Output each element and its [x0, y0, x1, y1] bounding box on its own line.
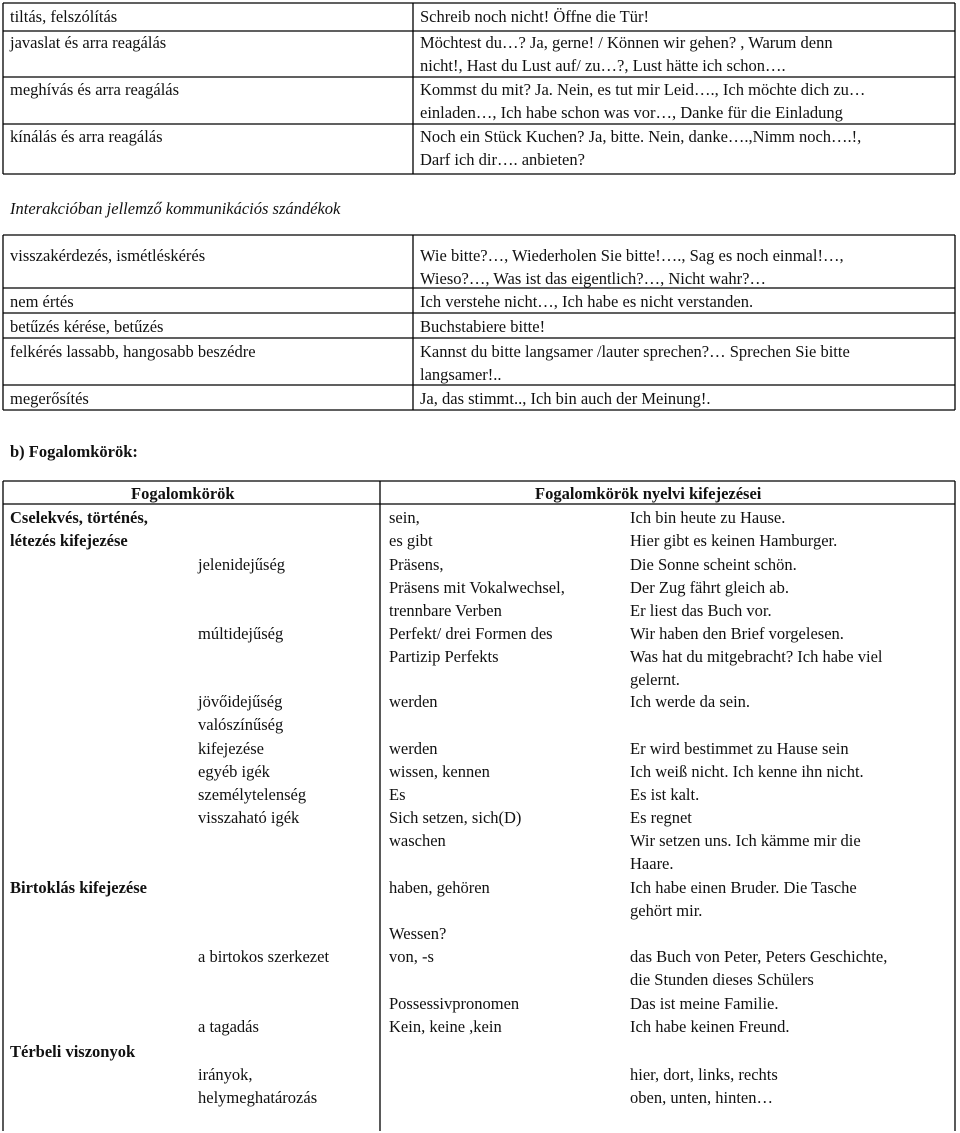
example-cell: Haare.	[630, 854, 674, 873]
form-cell: Präsens mit Vokalwechsel,	[389, 578, 565, 597]
example-cell: gelernt.	[630, 670, 680, 689]
form-cell: von, -s	[389, 947, 434, 966]
column-header: Fogalomkörök	[131, 484, 235, 503]
form-cell: haben, gehören	[389, 878, 490, 897]
table-cell: javaslat és arra reagálás	[10, 33, 167, 52]
category-label: létezés kifejezése	[10, 531, 128, 550]
table-cell: nicht!, Hast du Lust auf/ zu…?, Lust hätte ich schon….	[420, 56, 786, 75]
example-cell: Der Zug fährt gleich ab.	[630, 578, 789, 597]
table-cell: megerősítés	[10, 389, 89, 408]
category-label: Térbeli viszonyok	[10, 1042, 136, 1061]
subcategory-label: jelenidejűség	[198, 555, 286, 574]
subcategory-label: személytelenség	[198, 785, 307, 804]
example-cell: oben, unten, hinten…	[630, 1088, 773, 1107]
example-cell: Wir haben den Brief vorgelesen.	[630, 624, 844, 643]
form-cell: Kein, keine ,kein	[389, 1017, 502, 1036]
subcategory-label: a tagadás	[198, 1017, 259, 1036]
example-cell: Es ist kalt.	[630, 785, 700, 804]
category-label: Birtoklás kifejezése	[10, 878, 148, 897]
section-b-title: b) Fogalomkörök:	[10, 442, 138, 461]
example-cell: gehört mir.	[630, 901, 703, 920]
subcategory-label: helymeghatározás	[198, 1088, 318, 1107]
example-cell: die Stunden dieses Schülers	[630, 970, 814, 989]
example-cell: Wir setzen uns. Ich kämme mir die	[630, 831, 861, 850]
column-header: Fogalomkörök nyelvi kifejezései	[535, 484, 762, 503]
form-cell: Präsens,	[389, 555, 444, 574]
example-cell: Ich weiß nicht. Ich kenne ihn nicht.	[630, 762, 864, 781]
example-cell: Das ist meine Familie.	[630, 994, 779, 1013]
form-cell: waschen	[389, 831, 446, 850]
subcategory-label: egyéb igék	[198, 762, 270, 781]
table-cell: visszakérdezés, ismétléskérés	[10, 246, 206, 265]
category-label: Cselekvés, történés,	[10, 508, 148, 527]
form-cell: Wessen?	[389, 924, 447, 943]
table-cell: tiltás, felszólítás	[10, 7, 118, 26]
example-cell: Ich habe keinen Freund.	[630, 1017, 790, 1036]
form-cell: es gibt	[389, 531, 433, 550]
table-cell: Kommst du mit? Ja. Nein, es tut mir Leid…., Ich möchte dich zu…	[420, 80, 866, 99]
form-cell: trennbare Verben	[389, 601, 502, 620]
table-cell: Noch ein Stück Kuchen? Ja, bitte. Nein, danke….,Nimm noch….!,	[420, 127, 862, 146]
form-cell: Sich setzen, sich(D)	[389, 808, 522, 827]
subcategory-label: kifejezése	[198, 739, 264, 758]
form-cell: Possessivpronomen	[389, 994, 520, 1013]
example-cell: Ich werde da sein.	[630, 692, 751, 711]
table-cell: nem értés	[10, 292, 74, 311]
form-cell: Es	[389, 785, 406, 804]
form-cell: wissen, kennen	[389, 762, 490, 781]
subcategory-label: valószínűség	[198, 715, 284, 734]
form-cell: Partizip Perfekts	[389, 647, 499, 666]
table-cell: felkérés lassabb, hangosabb beszédre	[10, 342, 256, 361]
table-cell: Kannst du bitte langsamer /lauter sprechen?… Sprechen Sie bitte	[420, 342, 850, 361]
form-cell: Perfekt/ drei Formen des	[389, 624, 553, 643]
table-cell: Darf ich dir…. anbieten?	[420, 150, 585, 169]
table-cell: Buchstabiere bitte!	[420, 317, 546, 336]
table-cell: langsamer!..	[420, 365, 502, 384]
table-cell: Möchtest du…? Ja, gerne! / Können wir gehen? , Warum denn	[420, 33, 833, 52]
example-cell: Es regnet	[630, 808, 692, 827]
table-cell: Wieso?…, Was ist das eigentlich?…, Nicht wahr?…	[420, 269, 766, 288]
table-cell: Ja, das stimmt.., Ich bin auch der Meinung!.	[420, 389, 711, 408]
example-cell: Was hat du mitgebracht? Ich habe viel	[630, 647, 883, 666]
example-cell: Ich habe einen Bruder. Die Tasche	[630, 878, 857, 897]
example-cell: hier, dort, links, rechts	[630, 1065, 778, 1084]
example-cell: Hier gibt es keinen Hamburger.	[630, 531, 838, 550]
example-cell: Die Sonne scheint schön.	[630, 555, 797, 574]
subcategory-label: múltidejűség	[198, 624, 284, 643]
example-cell: das Buch von Peter, Peters Geschichte,	[630, 947, 888, 966]
example-cell: Er liest das Buch vor.	[630, 601, 772, 620]
form-cell: werden	[389, 739, 438, 758]
subcategory-label: a birtokos szerkezet	[198, 947, 330, 966]
subcategory-label: visszaható igék	[198, 808, 300, 827]
table-cell: meghívás és arra reagálás	[10, 80, 180, 99]
section-heading: Interakcióban jellemző kommunikációs szándékok	[10, 199, 341, 218]
example-cell: Er wird bestimmet zu Hause sein	[630, 739, 849, 758]
subcategory-label: jövőidejűség	[198, 692, 283, 711]
table-cell: einladen…, Ich habe schon was vor…, Danke für die Einladung	[420, 103, 843, 122]
table-cell: betűzés kérése, betűzés	[10, 317, 164, 336]
table-cell: Wie bitte?…, Wiederholen Sie bitte!…., Sag es noch einmal!…,	[420, 246, 844, 265]
form-cell: werden	[389, 692, 438, 711]
table-cell: kínálás és arra reagálás	[10, 127, 163, 146]
subcategory-label: irányok,	[198, 1065, 253, 1084]
table-cell: Schreib noch nicht! Öffne die Tür!	[420, 7, 649, 26]
form-cell: sein,	[389, 508, 420, 527]
table-cell: Ich verstehe nicht…, Ich habe es nicht verstanden.	[420, 292, 754, 311]
example-cell: Ich bin heute zu Hause.	[630, 508, 786, 527]
